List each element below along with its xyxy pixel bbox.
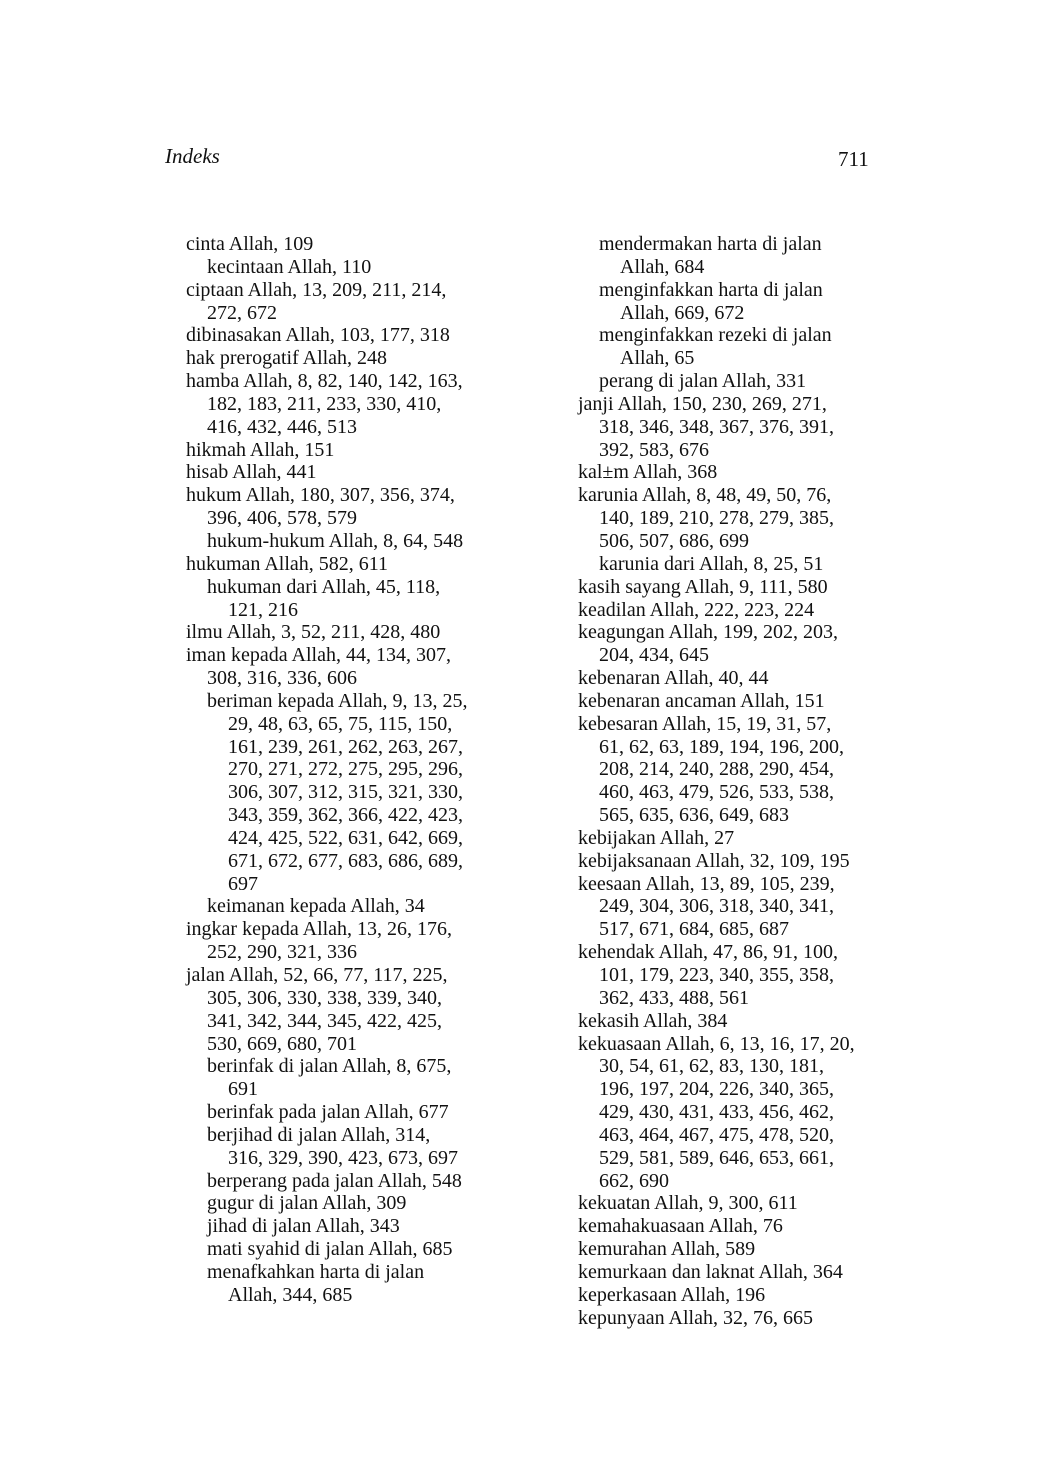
index-entry-line: 30, 54, 61, 62, 83, 130, 181, <box>599 1055 824 1078</box>
index-entry-line: beriman kepada Allah, 9, 13, 25, <box>207 689 468 712</box>
index-entry-line: dibinasakan Allah, 103, 177, 318 <box>186 324 450 347</box>
index-entry-line: hisab Allah, 441 <box>186 461 317 484</box>
index-entry-line: berinfak di jalan Allah, 8, 675, <box>207 1055 452 1078</box>
index-entry-line: kemurkaan dan laknat Allah, 364 <box>578 1260 843 1283</box>
index-entry-line: Allah, 65 <box>620 347 695 370</box>
index-entry-line: 565, 635, 636, 649, 683 <box>599 804 789 827</box>
index-entry-line: hukuman Allah, 582, 611 <box>186 552 389 575</box>
index-entry-line: menginfakkan harta di jalan <box>599 278 823 301</box>
index-entry-line: 396, 406, 578, 579 <box>207 507 357 530</box>
index-entry-line: 182, 183, 211, 233, 330, 410, <box>207 392 442 415</box>
index-column-right <box>578 233 855 1330</box>
index-entry-line: keimanan kepada Allah, 34 <box>207 895 425 918</box>
index-entry-line: kal±m Allah, 368 <box>578 461 718 484</box>
index-entry-line: 429, 430, 431, 433, 456, 462, <box>599 1101 834 1124</box>
index-entry-line: hukum Allah, 180, 307, 356, 374, <box>186 484 455 507</box>
running-head-title: Indeks <box>165 144 220 168</box>
index-entry-line: 306, 307, 312, 315, 321, 330, <box>228 781 463 804</box>
index-entry-line: 305, 306, 330, 338, 339, 340, <box>207 986 442 1009</box>
index-entry-line: 424, 425, 522, 631, 642, 669, <box>228 826 463 849</box>
index-entry-line: keadilan Allah, 222, 223, 224 <box>578 598 815 621</box>
index-entry-line: 530, 669, 680, 701 <box>207 1032 357 1055</box>
index-entry-line: hukuman dari Allah, 45, 118, <box>207 575 441 598</box>
index-entry-line: karunia Allah, 8, 48, 49, 50, 76, <box>578 484 832 507</box>
index-entry-line: 208, 214, 240, 288, 290, 454, <box>599 758 834 781</box>
index-entry-line: 392, 583, 676 <box>599 438 709 461</box>
index-entry-line: 343, 359, 362, 366, 422, 423, <box>228 804 463 827</box>
index-entry-line: 671, 672, 677, 683, 686, 689, <box>228 849 463 872</box>
index-entry-line: keperkasaan Allah, 196 <box>578 1283 766 1306</box>
index-entry-line: karunia dari Allah, 8, 25, 51 <box>599 552 824 575</box>
index-entry-line: kebenaran ancaman Allah, 151 <box>578 689 825 712</box>
index-entry-line: 308, 316, 336, 606 <box>207 667 357 690</box>
index-entry-line: menginfakkan rezeki di jalan <box>599 324 832 347</box>
index-entry-line: kebenaran Allah, 40, 44 <box>578 667 769 690</box>
index-entry-line: 196, 197, 204, 226, 340, 365, <box>599 1078 834 1101</box>
index-entry-line: kebijakan Allah, 27 <box>578 826 735 849</box>
index-entry-line: gugur di jalan Allah, 309 <box>207 1192 407 1215</box>
index-entry-line: 416, 432, 446, 513 <box>207 415 357 438</box>
index-entry-line: Allah, 344, 685 <box>228 1283 353 1306</box>
index-entry-line: kebijaksanaan Allah, 32, 109, 195 <box>578 849 850 872</box>
index-entry-line: kemurahan Allah, 589 <box>578 1238 756 1261</box>
index-entry-line: berperang pada jalan Allah, 548 <box>207 1169 462 1192</box>
index-entry-line: 362, 433, 488, 561 <box>599 986 749 1009</box>
index-entry-line: ilmu Allah, 3, 52, 211, 428, 480 <box>186 621 441 644</box>
index-entry-line: berinfak pada jalan Allah, 677 <box>207 1101 449 1124</box>
index-entry-line: jalan Allah, 52, 66, 77, 117, 225, <box>186 964 448 986</box>
index-entry-line: kekuasaan Allah, 6, 13, 16, 17, 20, <box>578 1032 855 1055</box>
index-entry-line: keesaan Allah, 13, 89, 105, 239, <box>578 872 835 895</box>
index-entry-line: 697 <box>228 872 258 895</box>
index-entry-line: cinta Allah, 109 <box>186 233 314 255</box>
index-entry-line: ciptaan Allah, 13, 209, 211, 214, <box>186 278 447 301</box>
index-entry-line: kemahakuasaan Allah, 76 <box>578 1215 783 1238</box>
index-entry-line: mati syahid di jalan Allah, 685 <box>207 1238 453 1261</box>
index-entry-line: 316, 329, 390, 423, 673, 697 <box>228 1146 458 1169</box>
index-entry-line: 460, 463, 479, 526, 533, 538, <box>599 781 834 804</box>
index-entry-line: Allah, 684 <box>620 255 705 278</box>
index-entry-line: 270, 271, 272, 275, 295, 296, <box>228 758 463 781</box>
index-entry-line: 318, 346, 348, 367, 376, 391, <box>599 415 834 438</box>
index-entry-line: kekuatan Allah, 9, 300, 611 <box>578 1192 798 1215</box>
index-entry-line: 341, 342, 344, 345, 422, 425, <box>207 1009 442 1032</box>
index-entry-line: Allah, 669, 672 <box>620 301 745 324</box>
index-entry-line: mendermakan harta di jalan <box>599 233 822 255</box>
index-entry-line: 61, 62, 63, 189, 194, 196, 200, <box>599 735 844 758</box>
index-entry-line: kasih sayang Allah, 9, 111, 580 <box>578 575 828 598</box>
index-entry-line: kehendak Allah, 47, 86, 91, 100, <box>578 941 838 964</box>
index-entry-line: 140, 189, 210, 278, 279, 385, <box>599 507 834 530</box>
index-entry-line: ingkar kepada Allah, 13, 26, 176, <box>186 918 453 941</box>
index-entry-line: 161, 239, 261, 262, 263, 267, <box>228 735 463 758</box>
index-entry-line: hak prerogatif Allah, 248 <box>186 347 388 370</box>
index-column-left <box>186 233 468 1307</box>
index-entry-line: kekasih Allah, 384 <box>578 1009 728 1032</box>
index-entry-line: hamba Allah, 8, 82, 140, 142, 163, <box>186 370 463 393</box>
index-entry-line: menafkahkan harta di jalan <box>207 1260 425 1283</box>
index-entry-line: 662, 690 <box>599 1169 669 1192</box>
index-entry-line: kebesaran Allah, 15, 19, 31, 57, <box>578 712 832 735</box>
index-entry-line: janji Allah, 150, 230, 269, 271, <box>578 392 827 415</box>
index-entry-line: 463, 464, 467, 475, 478, 520, <box>599 1123 834 1146</box>
index-entry-line: 249, 304, 306, 318, 340, 341, <box>599 895 834 918</box>
index-entry-line: 506, 507, 686, 699 <box>599 529 749 552</box>
index-entry-line: 272, 672 <box>207 301 277 324</box>
index-entry-line: jihad di jalan Allah, 343 <box>207 1215 400 1238</box>
index-entry-line: perang di jalan Allah, 331 <box>599 370 807 393</box>
index-entry-line: 29, 48, 63, 65, 75, 115, 150, <box>228 712 453 735</box>
index-entry-line: hikmah Allah, 151 <box>186 438 335 461</box>
index-entry-line: kecintaan Allah, 110 <box>207 255 372 278</box>
index-entry-line: 204, 434, 645 <box>599 644 709 667</box>
index-entry-line: 101, 179, 223, 340, 355, 358, <box>599 964 834 986</box>
index-entry-line: keagungan Allah, 199, 202, 203, <box>578 621 838 644</box>
index-entry-line: 252, 290, 321, 336 <box>207 941 357 964</box>
index-entry-line: 691 <box>228 1078 258 1101</box>
index-entry-line: 529, 581, 589, 646, 653, 661, <box>599 1146 834 1169</box>
index-entry-line: hukum-hukum Allah, 8, 64, 548 <box>207 529 464 552</box>
page-number: 711 <box>838 147 869 171</box>
index-entry-line: kepunyaan Allah, 32, 76, 665 <box>578 1306 813 1329</box>
index-entry-line: iman kepada Allah, 44, 134, 307, <box>186 644 451 667</box>
index-entry-line: 121, 216 <box>228 598 298 621</box>
index-entry-line: berjihad di jalan Allah, 314, <box>207 1123 431 1146</box>
index-entry-line: 517, 671, 684, 685, 687 <box>599 918 789 941</box>
